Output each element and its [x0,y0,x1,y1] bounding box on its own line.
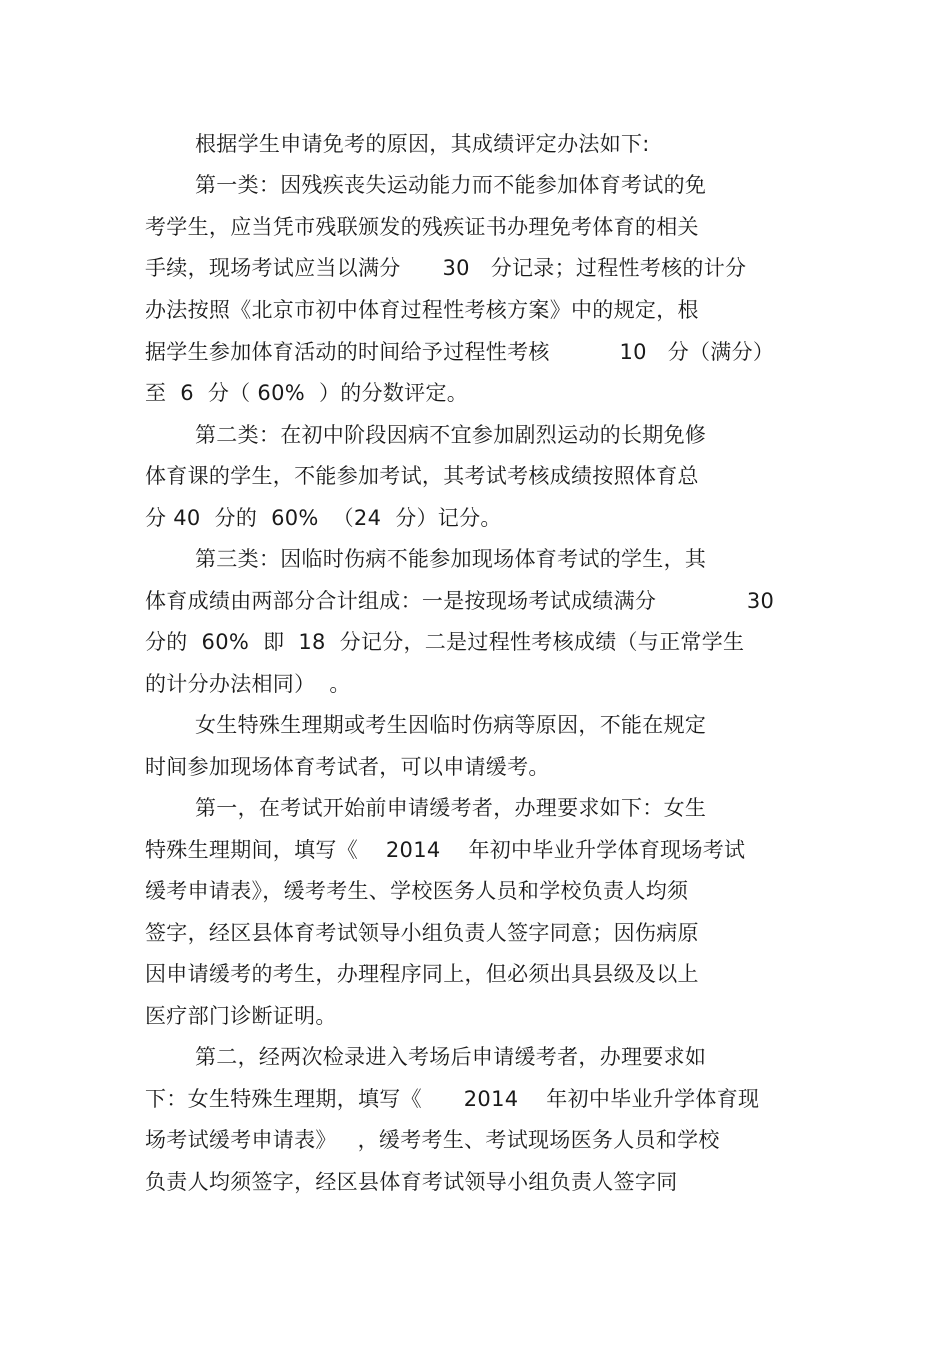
paragraph-line: 第一类：因残疾丧失运动能力而不能参加体育考试的免 [195,173,707,197]
paragraph-line: 负责人均须签字，经区县体育考试领导小组负责人签字同 [145,1170,678,1194]
paragraph-line: 缓考申请表》，缓考考生、学校医务人员和学校负责人均须 [145,879,689,903]
paragraph-line: 根据学生申请免考的原因，其成绩评定办法如下: [195,132,650,156]
paragraph-line: 第三类：因临时伤病不能参加现场体育考试的学生，其 [195,547,707,571]
paragraph-line: 因申请缓考的考生，办理程序同上，但必须出具县级及以上 [145,962,699,986]
paragraph-line: 手续，现场考试应当以满分 30 分记录；过程性考核的计分 [145,256,747,280]
paragraph-line: 特殊生理期间，填写《 2014 年初中毕业升学体育现场考试 [145,838,746,862]
paragraph-line: 时间参加现场体育考试者，可以申请缓考。 [145,755,550,779]
paragraph-line: 体育成绩由两部分合计组成：一是按现场考试成绩满分 30 [145,589,775,613]
paragraph-line: 第二类：在初中阶段因病不宜参加剧烈运动的长期免修 [195,423,707,447]
paragraph-line: 下：女生特殊生理期，填写《 2014 年初中毕业升学体育现 [145,1087,760,1111]
paragraph-line: 至 6 分（ 60% ）的分数评定。 [145,381,469,405]
paragraph-line: 分 40 分的 60% （24 分）记分。 [145,506,502,530]
paragraph-line: 医疗部门诊断证明。 [145,1004,337,1028]
paragraph-line: 第二，经两次检录进入考场后申请缓考者，办理要求如 [195,1045,707,1069]
paragraph-line: 场考试缓考申请表》 ，缓考考生、考试现场医务人员和学校 [145,1128,720,1152]
paragraph-line: 据学生参加体育活动的时间给予过程性考核 10 分（满分） [145,340,775,364]
paragraph-line: 第一，在考试开始前申请缓考者，办理要求如下：女生 [195,796,707,820]
paragraph-line: 女生特殊生理期或考生因临时伤病等原因，不能在规定 [195,713,707,737]
paragraph-line: 分的 60% 即 18 分记分，二是过程性考核成绩（与正常学生 [145,630,745,654]
paragraph-line: 体育课的学生，不能参加考试，其考试考核成绩按照体育总 [145,464,699,488]
paragraph-line: 办法按照《北京市初中体育过程性考核方案》中的规定，根 [145,298,699,322]
paragraph-line: 考学生，应当凭市残联颁发的残疾证书办理免考体育的相关 [145,215,699,239]
paragraph-line: 的计分办法相同） 。 [145,672,351,696]
paragraph-line: 签字，经区县体育考试领导小组负责人签字同意；因伤病原 [145,921,699,945]
